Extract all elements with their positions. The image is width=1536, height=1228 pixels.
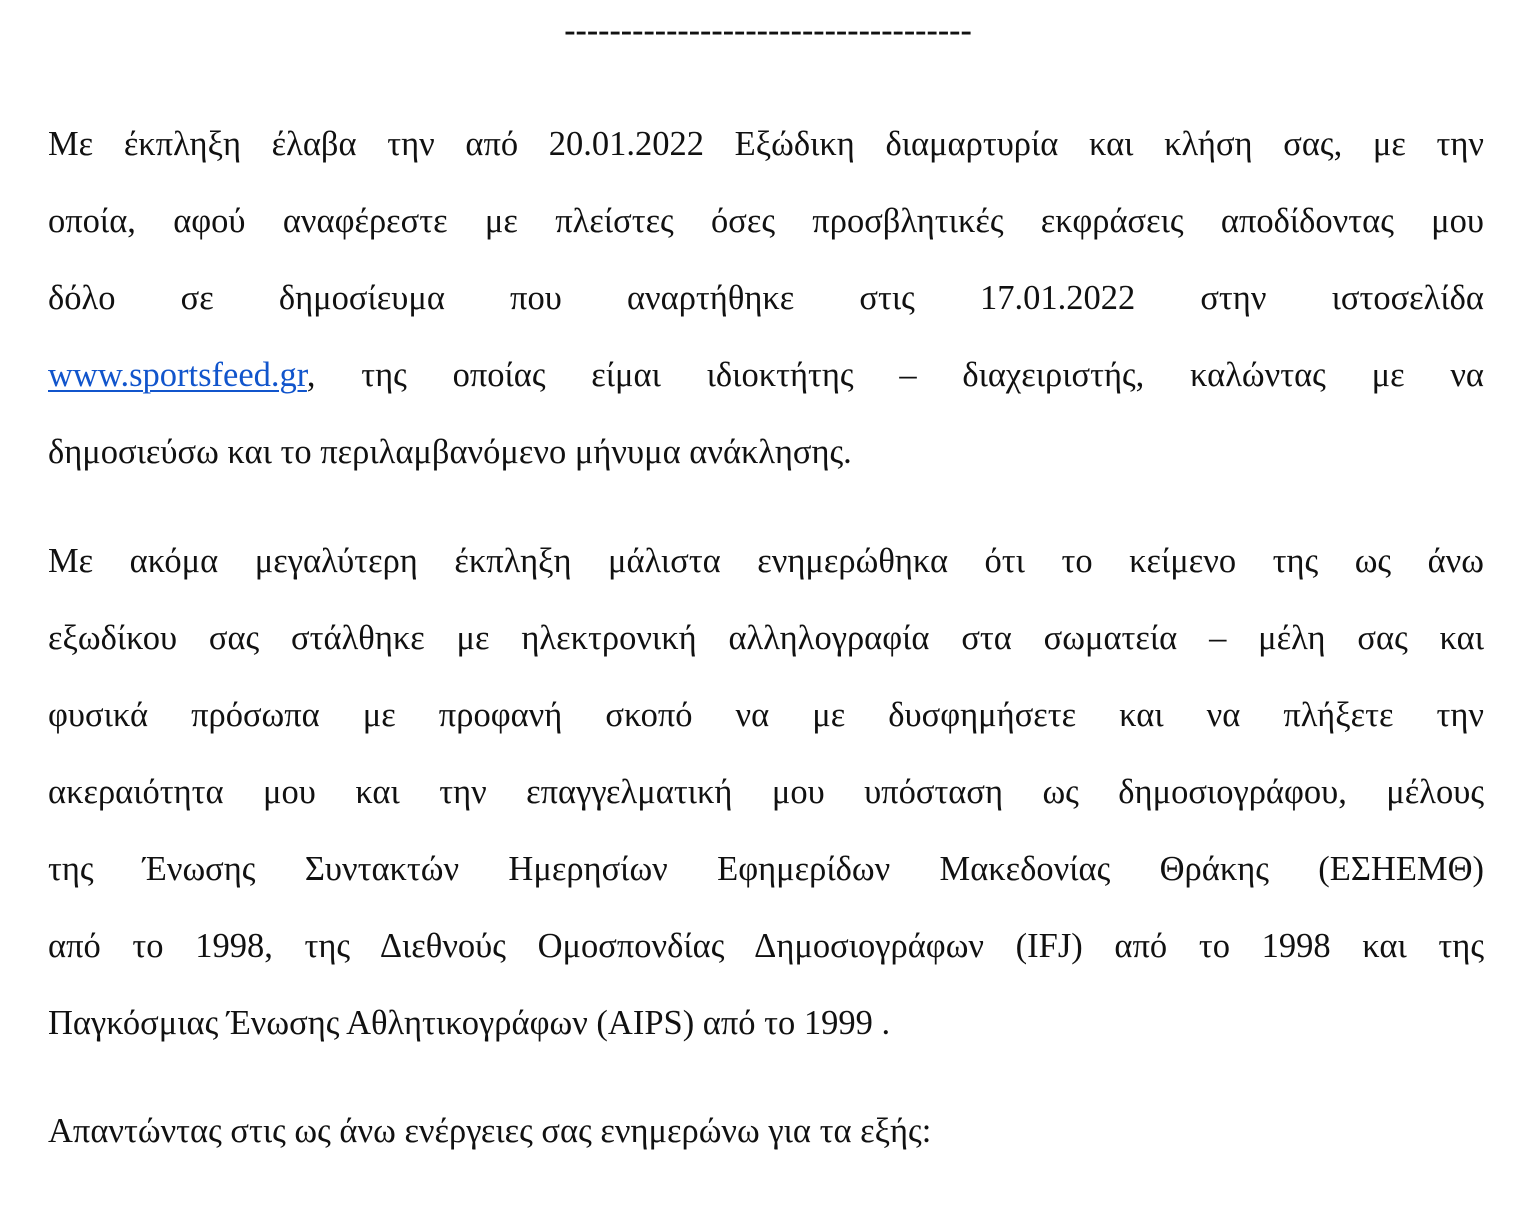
paragraph-3-line-1: Απαντώντας στις ως άνω ενέργειες σας ενημερώνω για τα εξής:	[48, 1112, 932, 1150]
paragraph-1-line-5: δημοσιεύσω και το περιλαμβανόμενο μήνυμα ανάκλησης.	[48, 433, 852, 471]
paragraph-1-line-2: οποία, αφού αναφέρεστε με πλείστες όσες προσβλητικές εκφράσεις αποδίδοντας μου	[48, 202, 1484, 240]
paragraph-1-line-4-text: , της οποίας είμαι ιδιοκτήτης – διαχειριστής, καλώντας με να	[306, 356, 1484, 394]
separator-line: ------------------------------------	[564, 12, 972, 49]
paragraph-2-line-3: φυσικά πρόσωπα με προφανή σκοπό να με δυσφημήσετε και να πλήξετε την	[48, 696, 1484, 734]
paragraph-2-line-5: της Ένωσης Συντακτών Ημερησίων Εφημερίδων Μακεδονίας Θράκης (ΕΣΗΕΜΘ)	[48, 850, 1484, 888]
paragraph-2-line-6: από το 1998, της Διεθνούς Ομοσπονδίας Δημοσιογράφων (IFJ) από το 1998 και της	[48, 927, 1484, 965]
paragraph-2-line-1: Με ακόμα μεγαλύτερη έκπληξη μάλιστα ενημερώθηκα ότι το κείμενο της ως άνω	[48, 542, 1484, 580]
paragraph-1-line-1: Με έκπληξη έλαβα την από 20.01.2022 Εξώδικη διαμαρτυρία και κλήση σας, με την	[48, 125, 1484, 163]
paragraph-3	[48, 1093, 1484, 1170]
paragraph-2-line-2: εξωδίκου σας στάλθηκε με ηλεκτρονική αλληλογραφία στα σωματεία – μέλη σας και	[48, 619, 1484, 657]
paragraph-1-line-4	[48, 337, 1484, 414]
paragraph-2-line-7: Παγκόσμιας Ένωσης Αθλητικογράφων (AIPS) από το 1999 .	[48, 1004, 891, 1042]
paragraph-2-line-4: ακεραιότητα μου και την επαγγελματική μου υπόσταση ως δημοσιογράφου, μέλους	[48, 773, 1484, 811]
paragraph-1-line-3: δόλο σε δημοσίευμα που αναρτήθηκε στις 17.01.2022 στην ιστοσελίδα	[48, 279, 1484, 317]
paragraph-2	[48, 523, 1484, 1062]
sportsfeed-link[interactable]: www.sportsfeed.gr	[48, 356, 307, 394]
paragraph-1	[48, 106, 1484, 491]
